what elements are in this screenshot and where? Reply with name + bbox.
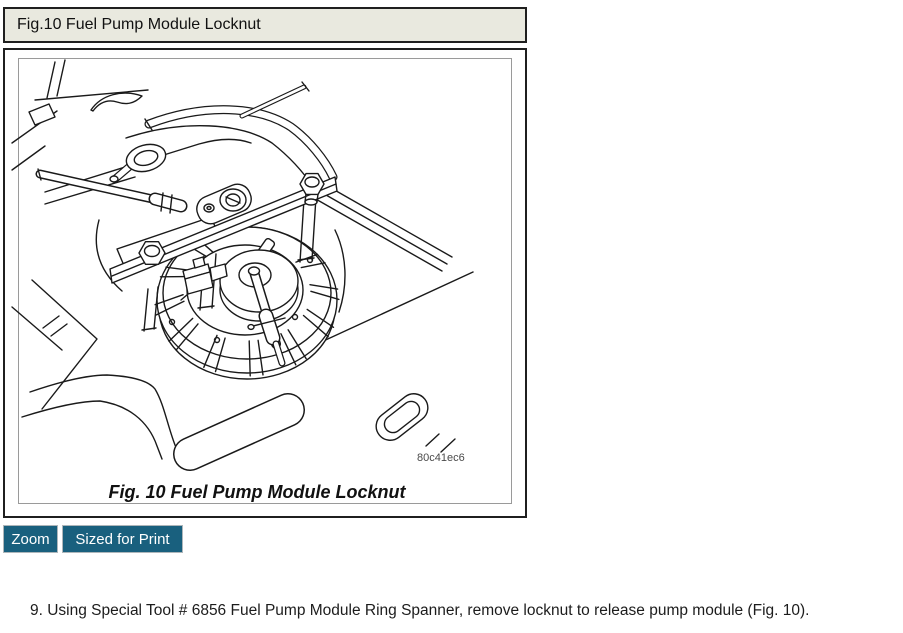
sized-for-print-button-label: Sized for Print xyxy=(75,530,170,548)
figure-frame xyxy=(3,48,527,518)
body-structure xyxy=(12,60,148,170)
ratchet xyxy=(38,169,255,228)
sized-for-print-button[interactable] xyxy=(62,525,183,553)
figure-caption: Fig. 10 Fuel Pump Module Locknut xyxy=(108,482,406,502)
floor-rib xyxy=(190,410,288,454)
hatch-tick xyxy=(426,434,439,446)
grommet xyxy=(110,140,169,182)
zoom-button[interactable] xyxy=(3,525,58,553)
fuel-hoses xyxy=(126,82,333,188)
crescent-slot xyxy=(91,93,142,111)
locknut-illustration xyxy=(5,50,525,516)
figure-title-bar xyxy=(3,7,527,43)
zoom-button-label: Zoom xyxy=(11,530,50,548)
instruction-step-text: 9. Using Special Tool # 6856 Fuel Pump Module Ring Spanner, remove locknut to release pump module (Fig. 10). xyxy=(30,602,810,619)
hatch-tick xyxy=(441,439,455,452)
drawing-code-label: 80c41ec6 xyxy=(417,452,465,464)
figure-title-text: Fig.10 Fuel Pump Module Locknut xyxy=(17,16,261,33)
floor-oval-slot xyxy=(371,388,434,446)
